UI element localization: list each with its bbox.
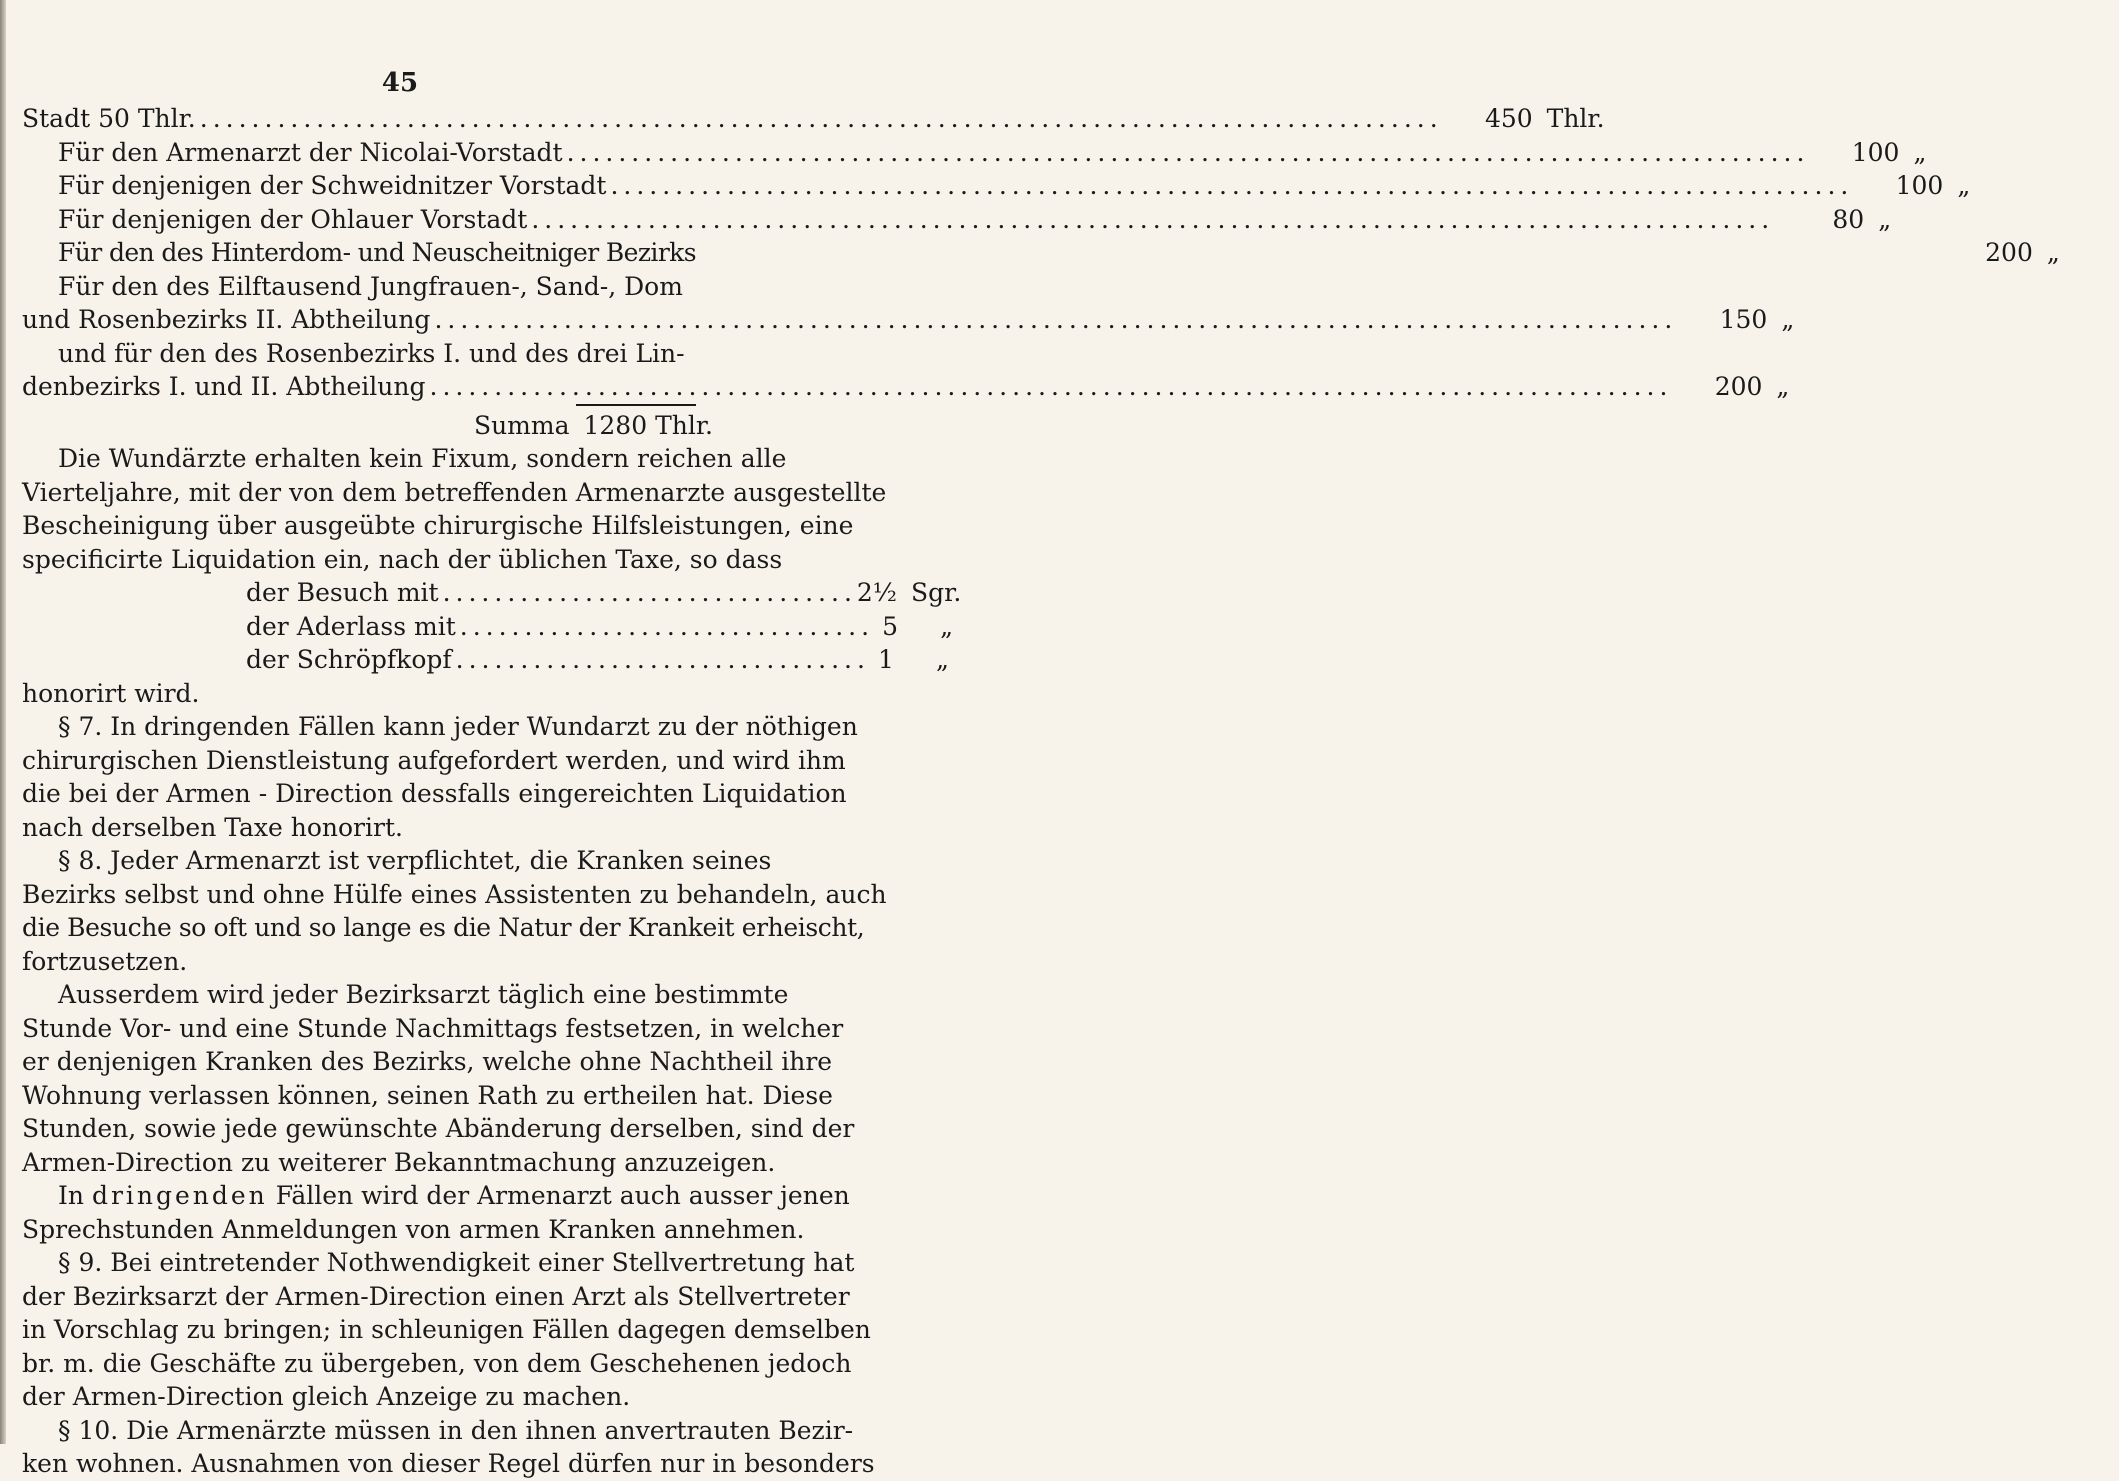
salary-unit: „ — [2046, 238, 2060, 267]
text-line: Armen-Direction zu weiterer Bekanntmachung anzuzeigen. — [22, 1147, 776, 1177]
salary-row — [22, 236, 2060, 270]
salary-row — [22, 169, 1971, 203]
text-line: in Vorschlag zu bringen; in schleunigen Fällen dagegen demselben — [22, 1315, 871, 1344]
salary-label: denbezirks I. und II. Abtheilung — [22, 372, 426, 401]
salary-label: Für denjenigen der Ohlauer Vorstadt — [58, 204, 528, 234]
salary-row — [22, 203, 1892, 237]
text-line: § 7. In dringenden Fällen kann jeder Wundarzt zu der nöthigen — [58, 712, 858, 741]
fee-unit: „ — [940, 611, 954, 641]
page-binding-edge — [0, 0, 6, 1444]
paragraph-9 — [22, 1246, 871, 1414]
text-line: nach derselben Taxe honorirt. — [22, 812, 403, 842]
emphasized-word: dringenden — [91, 1181, 268, 1210]
text-line: Ausserdem wird jeder Bezirksarzt täglich eine bestimmte — [58, 980, 789, 1009]
salary-unit: „ — [1781, 305, 1795, 334]
text-line: Sprechstunden Anmeldungen von armen Kranken annehmen. — [22, 1214, 805, 1244]
fee-amount: 5 — [882, 611, 899, 641]
paragraph-7 — [22, 710, 858, 844]
salary-amount: 100 — [1851, 137, 1900, 167]
salary-list — [22, 102, 2060, 442]
text-line: er denjenigen Kranken des Bezirks, welche ohne Nachtheil ihre — [22, 1047, 833, 1076]
ausserdem-paragraph — [22, 978, 855, 1179]
salary-row — [22, 370, 1790, 404]
text-line: Wohnung verlassen können, seinen Rath zu ertheilen hat. Diese — [22, 1080, 833, 1110]
text-line: Vierteljahre, mit der von dem betreffenden Armenarzte ausgestellte — [22, 477, 887, 507]
fee-label: der Schröpfkopf — [246, 645, 452, 674]
fee-label: der Besuch mit — [246, 578, 439, 607]
text-line: Die Wundärzte erhalten kein Fixum, sondern reichen alle — [58, 444, 787, 473]
leader-dots — [606, 169, 1853, 203]
text-fragment: Fällen wird der Armenarzt auch ausser jenen — [275, 1181, 850, 1210]
leader-dots — [426, 370, 1673, 404]
salary-unit: Thlr. — [1546, 104, 1605, 133]
fee-label: der Aderlass mit — [246, 611, 456, 641]
salary-amount: 450 — [1484, 104, 1533, 133]
text-line: der Armen-Direction gleich Anzeige zu machen. — [22, 1382, 631, 1411]
salary-row — [22, 303, 1795, 337]
text-line: § 10. Die Armenärzte müssen in den ihnen anvertrauten Bezir- — [58, 1415, 854, 1445]
text-line: Bescheinigung über ausgeübte chirurgische Hilfsleistungen, eine — [22, 511, 854, 540]
salary-label: Für den Armenarzt der Nicolai-Vorstadt — [58, 137, 563, 167]
text-line: Stunde Vor- und eine Stunde Nachmittags festsetzen, in welcher — [22, 1013, 844, 1043]
text-line: fortzusetzen. — [22, 946, 188, 976]
text-line: chirurgischen Dienstleistung aufgefordert werden, und wird ihm — [22, 745, 846, 775]
leader-dots — [430, 303, 1677, 337]
fee-amount: 1 — [878, 645, 894, 674]
paragraph-10 — [22, 1414, 875, 1481]
salary-amount: 80 — [1832, 204, 1865, 234]
text-fragment: In — [58, 1181, 84, 1210]
summa-row — [22, 409, 767, 443]
salary-amount: 200 — [1714, 372, 1763, 401]
text-line: Stunden, sowie jede gewünschte Abänderung derselben, sind der — [22, 1114, 855, 1143]
text-line: § 8. Jeder Armenarzt ist verpflichtet, die Kranken seines — [58, 846, 772, 875]
fee-unit: Sgr. — [911, 578, 962, 607]
leader-dots — [196, 102, 1443, 136]
leader-dots — [439, 576, 857, 610]
salary-label-line: Für den des Eilftausend Jungfrauen-, Sand-, Dom — [58, 271, 683, 301]
leader-dots — [456, 610, 874, 644]
wundaerzte-paragraph — [22, 442, 962, 710]
fee-row — [22, 610, 954, 644]
salary-label: Für denjenigen der Schweidnitzer Vorstadt — [58, 171, 607, 200]
salary-amount: 100 — [1895, 171, 1944, 200]
salary-label: Für den des Hinterdom- und Neuscheitniger Bezirks — [58, 238, 696, 267]
summa-value: 1280 Thlr. — [583, 410, 713, 440]
salary-unit: „ — [1776, 372, 1790, 401]
fee-amount: 2½ — [856, 578, 898, 607]
salary-unit: „ — [1913, 137, 1927, 167]
salary-label: und Rosenbezirks II. Abtheilung — [22, 305, 431, 334]
paragraph-8 — [22, 844, 887, 978]
leader-dots — [452, 643, 870, 677]
fee-row — [22, 643, 949, 677]
fee-unit: „ — [935, 645, 949, 674]
salary-label-line: und für den des Rosenbezirks I. und des drei Lin- — [58, 338, 685, 368]
text-line: br. m. die Geschäfte zu übergeben, von dem Geschehenen jedoch — [22, 1348, 852, 1378]
text-line: § 9. Bei eintretender Nothwendigkeit einer Stellvertretung hat — [58, 1248, 855, 1277]
salary-row — [22, 136, 1927, 170]
page-number: 45 — [381, 68, 419, 98]
text-line: honorirt wird. — [22, 678, 200, 708]
summa-label: Summa — [473, 410, 570, 440]
leader-dots — [563, 136, 1810, 170]
fee-row — [22, 576, 962, 610]
text-line: die Besuche so oft und so lange es die Natur der Krankeit erheischt, — [22, 913, 865, 942]
salary-label: Stadt 50 Thlr. — [22, 104, 196, 133]
text-line — [22, 1179, 850, 1213]
salary-row — [22, 102, 1605, 136]
text-line: ken wohnen. Ausnahmen von dieser Regel dürfen nur in besonders — [22, 1449, 875, 1478]
salary-amount: 200 — [1985, 238, 2033, 267]
text-line: der Bezirksarzt der Armen-Direction einen Arzt als Stellvertreter — [22, 1281, 850, 1311]
text-line: die bei der Armen - Direction dessfalls eingereichten Liquidation — [22, 779, 847, 808]
dringenden-paragraph — [22, 1179, 850, 1246]
text-line: specificirte Liquidation ein, nach der üblichen Taxe, so dass — [22, 544, 783, 574]
page-body — [22, 102, 2060, 1481]
salary-amount: 150 — [1719, 305, 1768, 334]
leader-dots — [527, 203, 1774, 237]
salary-unit: „ — [1878, 204, 1892, 234]
salary-unit: „ — [1957, 171, 1971, 200]
text-line: Bezirks selbst und ohne Hülfe eines Assistenten zu behandeln, auch — [22, 879, 887, 909]
